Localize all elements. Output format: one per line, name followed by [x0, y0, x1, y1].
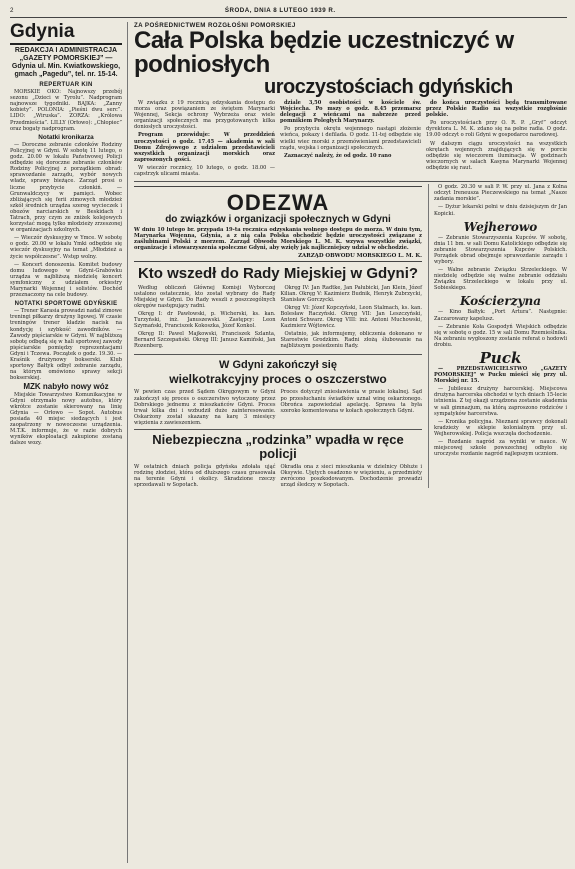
- lead-article: [134, 22, 567, 182]
- lead-col-a-p1: W związku z 19 rocznicą odzyskania dostępu do morza oraz powiązaniem ze świętem Marynarki Wojennej, Sekcja ochrony Wybrzeża oraz wiele organizacji społecznych ma przygotowanych kilka doniosłych uroczystości.: [134, 100, 275, 131]
- council-title: Kto wszedł do Rady Miejskiej w Gdyni?: [137, 264, 419, 282]
- appeal-article: [134, 186, 422, 261]
- puck-heading: Puck: [479, 349, 522, 367]
- appeal-signature: ZARZĄD OBWODU MORSKIEGO L. M. K.: [298, 252, 422, 259]
- koscierzyna-text-2: — Zebranie Koła Gospodyń Wiejskich odbędzie się w sobotę o godz. 15 w sali Domu Rzemieślnika. Na zebraniu wygłoszony zostanie referat o hodowli drobiu.: [434, 323, 567, 348]
- lead-col-c-p1: do końca uroczystości będą transmitowane przez Polskie Radio na wszystkie rozgłośnie polskie.: [426, 100, 567, 119]
- gdynia-column: [10, 22, 128, 863]
- chronicle-text: — Doroczne zebranie członków Rodziny Policyjnej w Gdyni. W sobotę 11 lutego, o godz. 20.00 w lokalu Państwowej Policji odbędzie się doroczne zebranie członków Rodziny Policyjnej z porządkiem obrad: sprawozdanie zarządu, wybór nowych władz, sprawy bieżące. Zarząd prosi o liczne przybycie członkiń. — Grunwaldczycy w pamięci. Wobec zbliżających się ferii zimowych młodzież szkół średnich urządza szereg wycieczek i obozów narciarskich w Beskidach i Tatrach, przy czym ze zniżek kolejowych korzystać mogą tylko młodzieży zrzeszonej w organizacjach szkolnych.: [10, 141, 122, 234]
- trial-right: Proces dotyczył zniesławienia w prasie lokalnej. Sąd po przesłuchaniu świadków uznał winę oskarżonego. Obrońca zapowiedział apelację. Sprawa ta była szeroko komentowana w kołach społecznych Gdyni.: [280, 389, 422, 414]
- lead-headline-2: uroczystościach gdyńskich: [264, 76, 513, 98]
- lead-kicker: ZA POŚREDNICTWEM ROZGŁOŚNI POMORSKIEJ: [134, 22, 296, 29]
- appeal-text: W dniu 10 lutego br. przypada 19-ta rocznica odzyskania wolnego dostępu do morza. W dniu tym, Marynarka Wojenna, Gdynia, a z nią cała Polska obchodzić będzie uroczystości związane z zaślubinami Polski z morzem. Zarząd Obwodu Morskiego L. M. K. wzywa wszystkie związki, organizacje i stowarzyszenia społeczne Gdyni, aby wzięły jak najliczniejszy udział w obchodzie.: [134, 227, 422, 252]
- council-right-p2: Okręg VI: Józef Kopczyński, Leon Stalmach, ks. kan. Bolesław Raczyński. Okręg VII: Jan Leszczyński, Antoni Schwarz. Okręg VIII: inż. Antoni Muchowski, Kazimierz Wójtowicz.: [280, 304, 422, 330]
- cinema-repertoire: MORSKIE OKO: Najnowszy przebój sezonu „Dzieci w Tyrolu”. Nadprogram najnowsze tygodniki. BAJKA: „Zanny kobiety”. POLONIA: „Pieśni dwu serc”. LIDO: „Wiruska”. ZORZA: „Królowa Przedmieścia”. LILLY (Orłowo): „Chłopiec” oraz bogaty nadprogram.: [10, 89, 122, 132]
- appeal-subtitle: do związków i organizacji społecznych w Gdyni: [165, 214, 391, 226]
- council-right-p1: Okręg IV: Jan Radtke, Jan Pałubicki, Jan Klein, Józef Kilian. Okręg V: Kazimierz Budnik, Henryk Zubrzycki, Stanisław Gorczycki.: [280, 284, 422, 303]
- chronicle-heading: Notatki kronikarza: [38, 133, 94, 141]
- concert-note: — Koncert donoszenia. Komitet budowy domu ludowego w Gdyni-Grabówku urządza w najbliższą niedzielę koncert symfoniczny z udziałem orkiestry Marynarki Wojennej i solistów. Dochód przeznaczony na cele budowy.: [10, 261, 122, 299]
- koscierzyna-heading: Kościerzyna: [459, 294, 542, 309]
- cinema-repertoire-heading: REPERTUAR KIN: [39, 82, 93, 88]
- family-thieves-article: [134, 433, 422, 488]
- appeal-title: ODEZWA: [226, 190, 330, 216]
- wejherowo-text-2: — Walne zebranie Związku Strzeleckiego. W niedzielę odbędzie się walne zebranie oddziału Związku Strzeleckiego w lokalu przy ul. Sobieskiego.: [434, 267, 567, 292]
- thieves-left: W ostatnich dniach policja gdyńska zdołała ująć rodzinę złodziei, która od dłuższego czasu grasowała na terenie Gdyni i okolicy. Skradzione rzeczy sprzedawali w Sopotach.: [134, 464, 276, 489]
- sport-heading: NOTATKI SPORTOWE GDYŃSKIE: [14, 301, 118, 308]
- council-article: [134, 262, 422, 352]
- editorial-address: REDAKCJA I ADMINISTRACJA „GAZETY POMORSKIEJ” — Gdynia ul. Min. Kwiatkowskiego, gmach „Pagedu”, tel. nr. 15-14.: [11, 47, 121, 78]
- lead-col-a-p3: W wieczór rocznicy, 10 lutego, o godz. 18.00 — capstrzyk ulicami miasta.: [134, 164, 275, 178]
- slander-trial-article: [134, 358, 422, 426]
- lead-col-c-p2: Po uroczystościach przy O. R. P. „Gryf” odczyt dyrektora L. M. K. zdano się na pełne radia. O godz. 19.00 odczyt o roli Gdyni w gospodarce narodowej.: [426, 120, 567, 139]
- council-left-p2: Okręg I: dr Pawłowski, p. Wicherski, ks. kan. Turzyński, inż. Januszewski. Zastępcy: Leon Szymański, Franciszek Kokoszka, Józef Konkol.: [134, 310, 276, 330]
- puck-text-4: — Rozdanie nagród za wyniki w nauce. W miejscowej szkole powszechnej odbyło się uroczyste rozdanie nagród najlepszym uczniom.: [434, 439, 567, 458]
- lead-col-b-p2: Po przybyciu okrętu wojennego nastąpi złożenie wieńca, pokazy i defilada. O godz. 11-tej odbędzie się wielki wiec morski z przemówieniami przedstawicieli rządu, wojska i organizacji społecznych.: [280, 126, 421, 151]
- thieves-right: Okradła ona z sieci mieszkania w dzielnicy Obłuże i Oksywie. Ujętych osadzono w więzieniu, a przedmioty zwrócono poszkodowanym. Dochodzenie prowadzi urząd śledczy w Sopotach.: [280, 464, 422, 489]
- page-header: [10, 6, 567, 18]
- issue-date: ŚRODA, DNIA 8 LUTEGO 1939 R.: [224, 7, 336, 14]
- thieves-title: Niebezpieczna „rodzinka” wpadła w ręce policji: [152, 432, 404, 461]
- trial-subtitle: wielkotrakcyjny proces o oszczerstwo: [169, 372, 387, 387]
- koscierzyna-text-1: — Kino Bałtyk: „Port Artura”. Następnie: Zaczarowany kapelusz.: [434, 309, 567, 322]
- trial-left: W pewien czas przed Sądem Okręgowym w Gdyni zakończył się proces o oszczerstwo wytoczony przez Dobrskiego jednemu z mieszkańców Gdyni. Proces trwał kilka dni i wzbudził duże zainteresowanie. Oskarżony został skazany na karę 3 miesięcy więzienia z zawieszeniem.: [134, 389, 276, 426]
- lead-col-b-p3: Zaznaczyć należy, że od godz. 10 rano: [284, 152, 392, 159]
- council-right: [281, 285, 423, 352]
- puck-text-3: — Kronika policyjna. Nieznani sprawcy dokonali kradzieży w sklepie kolonialnym przy ul. Wejherowskiej. Policja wszczęła dochodzenie.: [434, 418, 567, 437]
- council-left: [134, 285, 276, 352]
- trial-title: W Gdyni zakończył się: [219, 359, 337, 372]
- regional-column: [428, 184, 567, 488]
- page-number: 2: [10, 7, 14, 14]
- council-right-p3: Ostatnio, jak informujemy, obliczenia dokonano w Starostwie Grodzkim. Radni złożą ślubowanie na najbliższym posiedzeniu Rady.: [280, 331, 422, 350]
- lecture-note: O godz. 20.30 w sali P. W. przy ul. Jana z Kolna odczyt Ireneusza Pieczewskiego na temat „Nasze zadania morskie”.: [434, 184, 567, 203]
- puck-text-2: — Jubileusz drużyny harcerskiej. Miejscowa drużyna harcerska obchodzi w tych dniach 15-lecie istnienia. Z tej okazji urządzona zostanie akademia w sali gimnazjum, na którą zaproszono rodziców i sympatyków harcerstwa.: [434, 386, 567, 417]
- lead-col-b: [280, 100, 421, 179]
- lead-headline-1: Cała Polska będzie uczestniczyć w podniosłych: [134, 27, 514, 78]
- gdynia-masthead: Gdynia: [10, 22, 122, 45]
- mzk-text: Miejskie Towarzystwo Komunikacyjne w Gdyni otrzymało nowy autobus, który wkrótce zostanie skierowany na linię Gdynia — Orłowo — Sopot. Autobus posiada 40 miejsc siedzących i jest zaopatrzony w nowoczesne urządzenia. M.T.K. informuje, że w razie dobrych wyników eksploatacji zakupione zostaną dalsze wozy.: [10, 391, 122, 447]
- lead-col-c-p3: W dalszym ciągu uroczystości na wszystkich okrętach wojennych znajdujących się w porcie odbędzie się wieczorem iluminacja. W godzinach wieczornych w salach Kasyna Marynarki Wojennej odbędzie się raut.: [426, 140, 567, 171]
- main-area: [134, 22, 567, 863]
- wejherowo-heading: Wejherowo: [463, 219, 538, 234]
- lead-col-a-p2: Program przewiduje: W przeddzień uroczystości o godz. 17.45 — akademia w sali Domu Zdrojowego z udziałem przedstawicieli wszystkich organizacji morskich oraz zaproszonych gości.: [134, 132, 275, 163]
- lead-col-b-p1: dziale 3,50 osobistości w kościele św. Wojciecha. Po mszy o godz. 8.45 przemarsz delegacji z wieńcami na nabrzeże przed pomnikiem Poległych Marynarzy.: [280, 100, 421, 125]
- council-left-p3: Okręg II: Pawel Majkowski, Franciszek Szlanta, Bernard Szczepański. Okręg III: Janusz Kamiński, Jan Rozenberg.: [134, 331, 276, 350]
- wejherowo-text-1: — Zebranie Stowarzyszenia Kupców. W sobotę, dnia 11 bm. w sali Domu Katolickiego odbędzie się zebranie Stowarzyszenia Kupców Polskich. Porządek obrad obejmuje sprawozdanie zarządu i wybory.: [434, 234, 567, 265]
- council-left-p1: Według obliczeń Głównej Komisji Wyborczej ustalono ostatecznie, kto został wybrany do Rady Miejskiej w Gdyni. Do Rady weszli z poszczególnych okręgów następujący radni.: [134, 284, 276, 309]
- discussion-evening: — Wieczór dyskusyjny w Ymce. W sobotę o godz. 20.00 w lokalu Ymki odbędzie się wieczór dyskusyjny na temat „Młodzież a życie współczesne”. Wstęp wolny.: [10, 235, 122, 260]
- sport-text: — Trener Karasia prowadzi nadal zimowe treningi piłkarzy drużyny ligowej. W czasie treningów trener kładzie nacisk na kondycję i szybkość zawodników. — Zawody pięściarskie w Gdyni. W najbliższą sobotę odbędą się w hali sportowej zawody pięściarskie pomiędzy reprezentacjami Gdyni i Tczewa. Początek o godz. 19.30. — Kraśnik drużynowy bokserski. Klub sportowy Bałtyk odbył zebranie zarządu, na którym omówiono sprawy sekcji bokserskiej.: [10, 308, 122, 382]
- mzk-heading: MZK nabyło nowy wóz: [23, 382, 109, 392]
- doctor-duty-note: — Dyżur lekarski pełni w dniu dzisiejszym dr Jan Kopicki.: [434, 204, 567, 217]
- puck-text-1: — PRZEDSTAWICIELSTWO „GAZETY POMORSKIEJ” w Pucku mieści się przy ul. Morskiej nr. 15.: [434, 366, 567, 385]
- lead-col-a: [134, 100, 275, 179]
- lead-col-c: [426, 100, 567, 179]
